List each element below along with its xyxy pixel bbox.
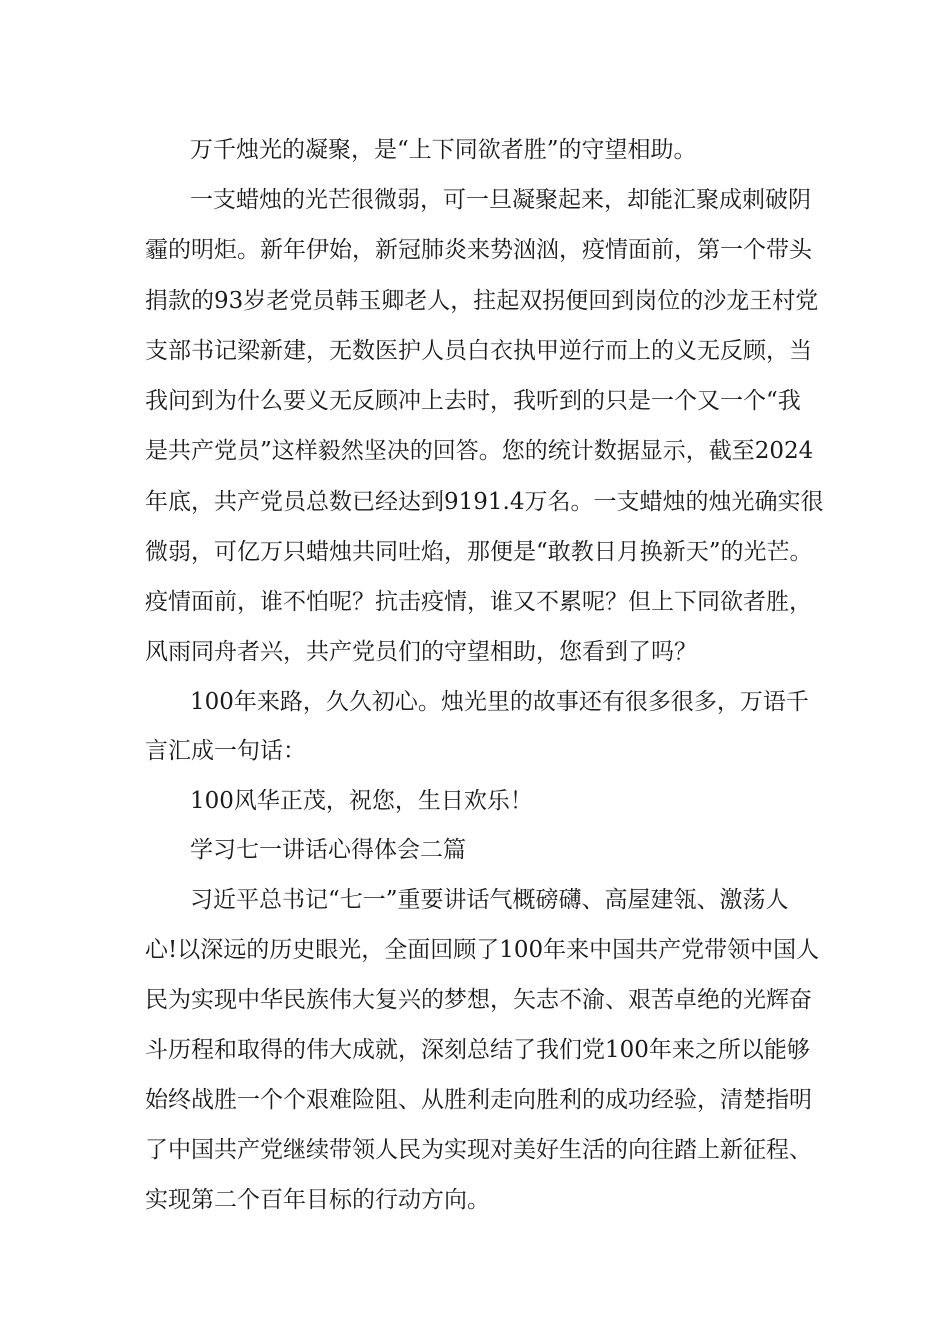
text-line: 始终战胜一个个艰难险阻、从胜利走向胜利的成功经验，清楚指明: [145, 1087, 812, 1113]
text-line: 是共产党员”这样毅然坚决的回答。您的统计数据显示，截至2024: [145, 438, 814, 464]
text-line: 斗历程和取得的伟大成就，深刻总结了我们党100年来之所以能够: [145, 1037, 810, 1063]
text-line: 了中国共产党继续带领人民为实现对美好生活的向往踏上新征程、: [145, 1137, 812, 1163]
text-line: 风雨同舟者兴，共产党员们的守望相助，您看到了吗？: [145, 639, 697, 665]
text-line: 100年来路，久久初心。烛光里的故事还有很多很多，万语千: [190, 689, 809, 715]
text-line: 霾的明炬。新年伊始，新冠肺炎来势汹汹，疫情面前，第一个带头: [145, 237, 812, 263]
text-line: 年底，共产党员总数已经达到9191.4万名。一支蜡烛的烛光确实很: [145, 489, 824, 515]
text-line: 心!以深远的历史眼光，全面回顾了100年来中国共产党带领中国人: [145, 937, 820, 963]
text-line: 100风华正茂，祝您，生日欢乐！: [190, 788, 533, 814]
text-line: 我问到为什么要义无反顾冲上去时，我听到的只是一个又一个“我: [145, 388, 801, 414]
text-line: 民为实现中华民族伟大复兴的梦想，矢志不渝、艰苦卓绝的光辉奋: [145, 987, 812, 1013]
section-heading: 学习七一讲话心得体会二篇: [190, 837, 466, 863]
text-line: 万千烛光的凝聚，是“上下同欲者胜”的守望相助。: [190, 137, 697, 163]
text-line: 微弱，可亿万只蜡烛共同吐焰，那便是“敢教日月换新天”的光芒。: [145, 539, 813, 565]
text-line: 疫情面前，谁不怕呢？抗击疫情，谁又不累呢？但上下同欲者胜，: [145, 589, 812, 615]
text-line: 一支蜡烛的光芒很微弱，可一旦凝聚起来，却能汇聚成刺破阴: [190, 187, 811, 213]
text-line: 实现第二个百年目标的行动方向。: [145, 1187, 490, 1213]
text-line: 习近平总书记“七一”重要讲话气概磅礴、高屋建瓴、激荡人: [190, 887, 789, 913]
text-line: 支部书记梁新建，无数医护人员白衣执甲逆行而上的义无反顾，当: [145, 338, 812, 364]
text-line: 捐款的93岁老党员韩玉卿老人，拄起双拐便回到岗位的沙龙王村党: [145, 288, 819, 314]
text-line: 言汇成一句话：: [145, 738, 306, 764]
